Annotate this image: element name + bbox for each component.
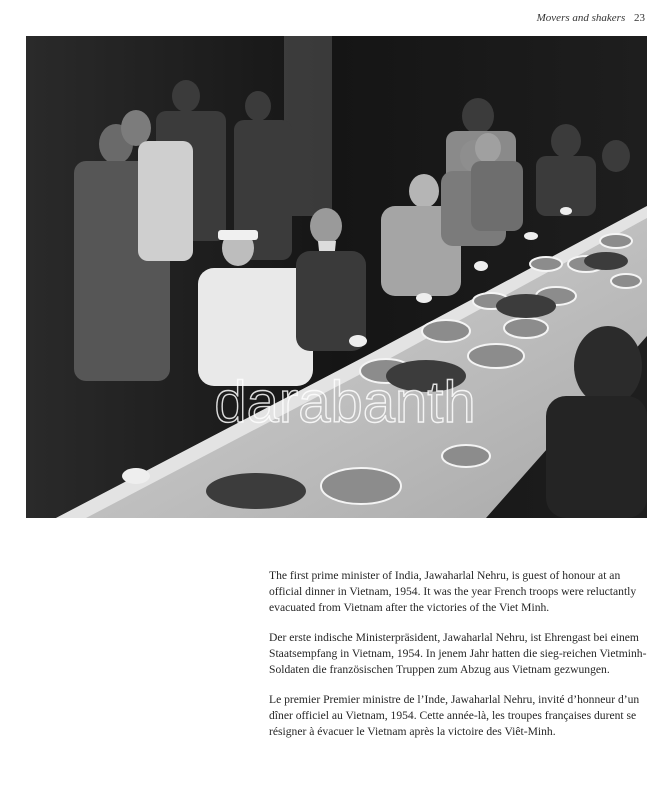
section-title: Movers and shakers — [536, 12, 626, 24]
watermark-text: darabanth — [214, 370, 476, 435]
caption-english: The first prime minister of India, Jawaharlal Nehru, is guest of honour at an official dinner in Vietnam, 1954. It was the year French troops were reluctantly evacuated from Vietnam after the victories of the Viet Minh. — [269, 569, 637, 614]
captions — [269, 568, 651, 754]
photo-image — [26, 36, 647, 518]
caption-german: Der erste indische Ministerpräsident, Jawaharlal Nehru, ist Ehrengast bei einem Staatsempfang in Vietnam, 1954. In jenem Jahr hatten die sieg-reichen Vietminh-Soldaten die französischen Truppen zum Abzug aus Vietnam gezwungen. — [269, 631, 647, 676]
photograph — [26, 36, 647, 518]
running-header — [537, 12, 645, 24]
page-number: 23 — [634, 12, 645, 24]
caption-french: Le premier Premier ministre de l’Inde, Jawaharlal Nehru, invité d’honneur d’un dîner officiel au Vietnam, 1954. Cette année-là, les troupes françaises durent se résigner à évacuer le Vietnam après la victoire des Viêt-Minh. — [269, 693, 640, 738]
